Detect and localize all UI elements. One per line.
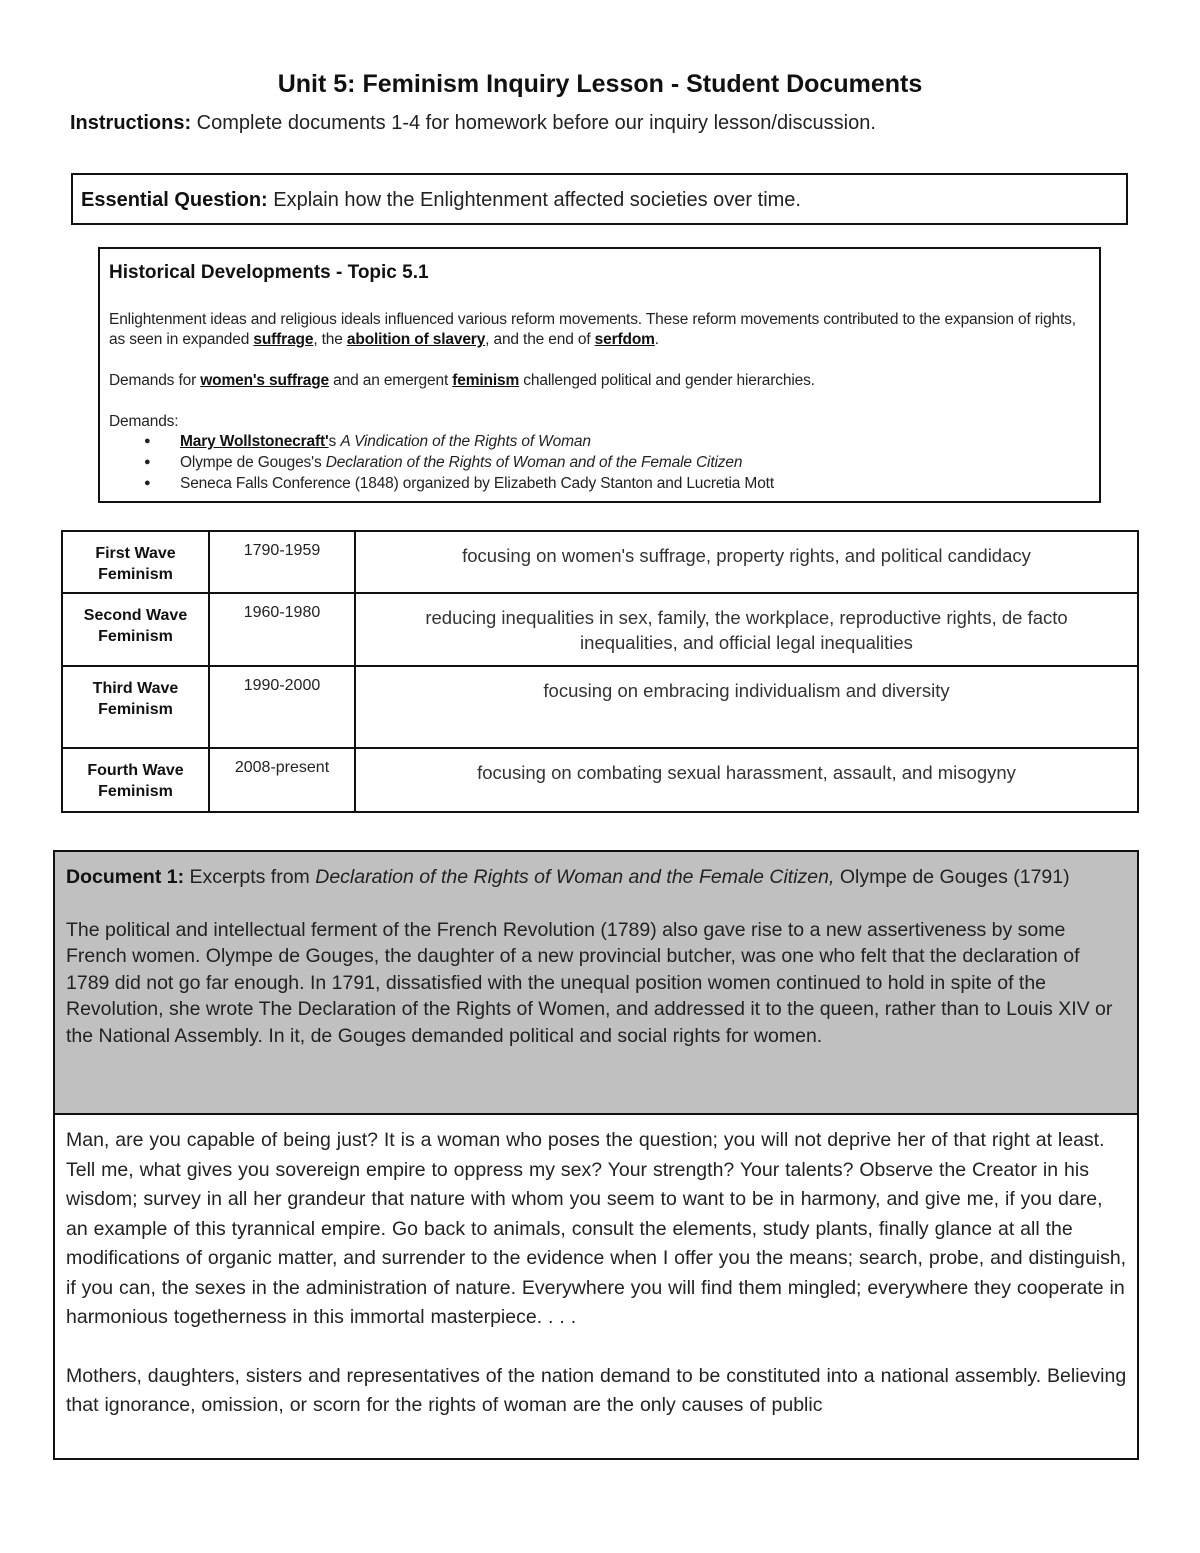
wave-years: 1790-1959 — [209, 531, 355, 593]
instructions-label: Instructions: — [70, 112, 192, 134]
wave-years: 1960-1980 — [209, 593, 355, 666]
wave-name: Second Wave Feminism — [62, 593, 209, 666]
wave-description: reducing inequalities in sex, family, the workplace, reproductive rights, de facto inequalities, and official legal inequalities — [355, 593, 1138, 666]
historical-paragraph-2: Demands for women's suffrage and an emergent feminism challenged political and gender hierarchies. — [109, 372, 815, 389]
wave-years: 2008-present — [209, 748, 355, 812]
essential-question-text: Explain how the Enlightenment affected societies over time. — [267, 189, 801, 211]
historical-paragraph-1: Enlightenment ideas and religious ideals influenced various reform movements. These reform movements contributed to the expansion of rights, as seen in expanded suffrage, the abolition of slavery, and the end of serfdom. — [109, 311, 1076, 348]
demand-item: ● Olympe de Gouges's Declaration of the Rights of Woman and of the Female Citizen — [109, 452, 774, 473]
feminism-waves-table — [61, 530, 1139, 813]
instructions — [70, 112, 876, 135]
wave-description: focusing on women's suffrage, property rights, and political candidacy — [355, 531, 1138, 593]
essential-question-box — [71, 173, 1128, 225]
wave-name: First Wave Feminism — [62, 531, 209, 593]
table-row — [62, 531, 1138, 593]
term-womens-suffrage: women's suffrage — [200, 372, 330, 389]
document-1 — [53, 850, 1139, 1460]
table-row — [62, 593, 1138, 666]
wave-years: 1990-2000 — [209, 666, 355, 748]
excerpt-paragraph: Man, are you capable of being just? It is a woman who poses the question; you will not deprive her of that right at least. Tell me, what gives you sovereign empire to oppress my sex? Your strength? Your talents? Observe the Creator in his wisdom; survey in all her grandeur that nature with whom you seem to want to be in harmony, and give me, if you dare, an example of this tyrannical empire. Go back to animals, consult the elements, study plants, finally glance at all the modifications of organic matter, and surrender to the evidence when I offer you the means; search, probe, and distinguish, if you can, the sexes in the administration of nature. Everywhere you will find them mingled; everywhere they cooperate in harmonious togetherness in this immortal masterpiece. . . . — [66, 1129, 1127, 1328]
wave-name: Third Wave Feminism — [62, 666, 209, 748]
demands-list — [109, 431, 774, 494]
term-serfdom: serfdom — [594, 331, 655, 348]
term-feminism: feminism — [452, 372, 520, 389]
demand-item: ● Seneca Falls Conference (1848) organized by Elizabeth Cady Stanton and Lucretia Mott — [109, 473, 774, 494]
document-1-source-title: Declaration of the Rights of Woman and the Female Citizen, — [315, 866, 835, 888]
page-title: Unit 5: Feminism Inquiry Lesson - Student Documents — [277, 70, 923, 98]
historical-developments-box — [98, 247, 1101, 503]
document-1-excerpt — [66, 1126, 1130, 1421]
instructions-text: Complete documents 1-4 for homework before our inquiry lesson/discussion. — [191, 112, 876, 134]
table-row — [62, 748, 1138, 812]
term-abolition-of-slavery: abolition of slavery — [346, 331, 486, 348]
table-row — [62, 666, 1138, 748]
wave-name: Fourth Wave Feminism — [62, 748, 209, 812]
demands-label: Demands: — [109, 413, 179, 430]
excerpt-paragraph: Mothers, daughters, sisters and representatives of the nation demand to be constituted into a national assembly. Believing that ignorance, omission, or scorn for the rights of woman are the only causes of public — [66, 1364, 1127, 1416]
document-1-header — [55, 852, 1137, 1115]
historical-heading: Historical Developments - Topic 5.1 — [109, 262, 429, 283]
document-1-context: The political and intellectual ferment of the French Revolution (1789) also gave rise to a new assertiveness by some French women. Olympe de Gouges, the daughter of a new provincial butcher, was one who felt that the declaration of 1789 did not go far enough. In 1791, dissatisfied with the unequal position women continued to hold in spite of the Revolution, she wrote The Declaration of the Rights of Women, and addressed it to the queen, rather than to Louis XIV or the National Assembly. In it, de Gouges demanded political and social rights for women. — [66, 918, 1113, 1047]
term-suffrage: suffrage — [253, 331, 314, 348]
demand-item: ● Mary Wollstonecraft's A Vindication of the Rights of Woman — [109, 431, 774, 452]
wave-description: focusing on embracing individualism and diversity — [355, 666, 1138, 748]
wave-description: focusing on combating sexual harassment, assault, and misogyny — [355, 748, 1138, 812]
document-1-label: Document 1: — [66, 866, 185, 888]
essential-question-label: Essential Question: — [81, 189, 268, 211]
document-1-title-line: Document 1: Excerpts from Declaration of the Rights of Woman and the Female Citizen, Olympe de Gouges (1791) — [66, 866, 1070, 888]
